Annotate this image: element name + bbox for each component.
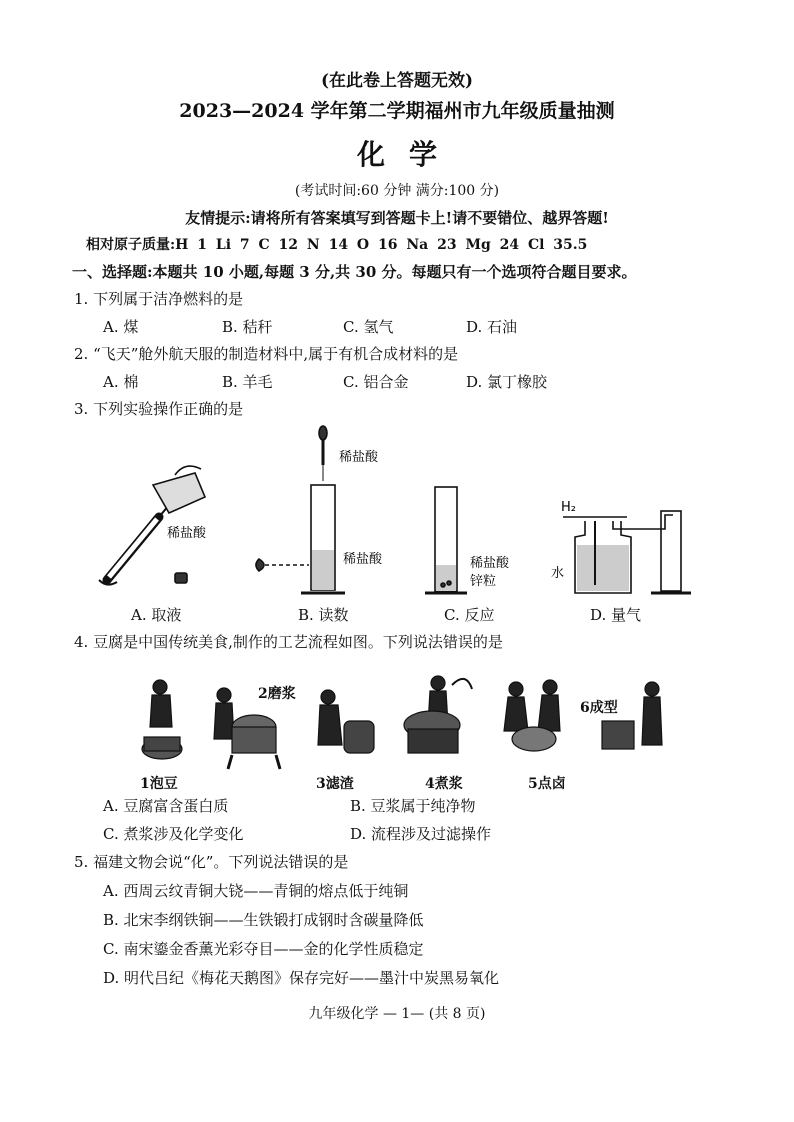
q3-option-a[interactable]: A. 取液 bbox=[131, 606, 182, 624]
q3-option-d[interactable]: D. 量气 bbox=[590, 606, 642, 624]
q3c-liquid-label: 稀盐酸 bbox=[470, 556, 510, 571]
q2-option-b[interactable]: B. 羊毛 bbox=[222, 373, 273, 391]
q3-figure bbox=[95, 425, 715, 605]
q4-step-5: 5点卤 bbox=[528, 776, 566, 792]
subject-title: 化学 bbox=[356, 138, 461, 171]
exam-title: 2023—2024 学年第二学期福州市九年级质量抽测 bbox=[179, 100, 615, 122]
q3-option-b[interactable]: B. 读数 bbox=[298, 606, 349, 624]
q1-option-d[interactable]: D. 石油 bbox=[466, 318, 518, 336]
q4-option-b[interactable]: B. 豆浆属于纯净物 bbox=[350, 797, 476, 815]
q2-option-c[interactable]: C. 铝合金 bbox=[343, 373, 409, 391]
q1-option-c[interactable]: C. 氢气 bbox=[343, 318, 394, 336]
q4-step-6: 6成型 bbox=[580, 700, 618, 716]
q3a-liquid-label: 稀盐酸 bbox=[167, 526, 207, 541]
page-footer: 九年级化学 — 1— (共 8 页) bbox=[308, 1006, 486, 1022]
q4-option-a[interactable]: A. 豆腐富含蛋白质 bbox=[103, 797, 229, 815]
question-1-stem: 1. 下列属于洁净燃料的是 bbox=[74, 290, 244, 308]
q3d-apparatus-figure bbox=[563, 511, 691, 593]
question-2-stem: 2. “飞天”舱外航天服的制造材料中,属于有机合成材料的是 bbox=[74, 345, 459, 363]
q3c-cylinder-figure bbox=[425, 487, 467, 593]
q1-option-b[interactable]: B. 秸秆 bbox=[222, 318, 273, 336]
q2-option-d[interactable]: D. 氯丁橡胶 bbox=[466, 373, 548, 391]
question-5-stem: 5. 福建文物会说“化”。下列说法错误的是 bbox=[74, 853, 349, 871]
section-title: 一、选择题:本题共 10 小题,每题 3 分,共 30 分。每题只有一个选项符合题目要求。 bbox=[72, 263, 637, 281]
q3d-water-label: 水 bbox=[551, 566, 565, 581]
atomic-masses: 相对原子质量:H 1 Li 7 C 12 N 14 O 16 Na 23 Mg 24 Cl 35.5 bbox=[86, 237, 588, 253]
q4-step-2: 2磨浆 bbox=[258, 686, 296, 702]
exam-note: (在此卷上答题无效) bbox=[320, 71, 474, 91]
q4-tofu-process-figure bbox=[132, 665, 692, 785]
q4-option-c[interactable]: C. 煮浆涉及化学变化 bbox=[103, 825, 244, 843]
q4-step-4: 4煮浆 bbox=[425, 776, 463, 792]
q4-step-1: 1泡豆 bbox=[140, 776, 178, 792]
q3d-gas-label: H₂ bbox=[561, 500, 576, 515]
q3b-cylinder-figure bbox=[256, 426, 345, 593]
q5-option-c[interactable]: C. 南宋鎏金香薰光彩夺目——金的化学性质稳定 bbox=[103, 940, 424, 958]
q1-option-a[interactable]: A. 煤 bbox=[103, 318, 139, 336]
q5-option-d[interactable]: D. 明代吕纪《梅花天鹅图》保存完好——墨汁中炭黑易氧化 bbox=[103, 969, 500, 987]
question-3-stem: 3. 下列实验操作正确的是 bbox=[74, 400, 244, 418]
exam-info: (考试时间:60 分钟 满分:100 分) bbox=[294, 183, 500, 199]
q4-step-3: 3滤渣 bbox=[316, 776, 354, 792]
q3c-zinc-label: 锌粒 bbox=[470, 574, 497, 589]
q5-option-a[interactable]: A. 西周云纹青铜大铙——青铜的熔点低于纯铜 bbox=[103, 882, 409, 900]
q3-option-c[interactable]: C. 反应 bbox=[444, 606, 495, 624]
q3b-liquid-label: 稀盐酸 bbox=[343, 552, 383, 567]
q5-option-b[interactable]: B. 北宋李纲铁锏——生铁锻打成钢时含碳量降低 bbox=[103, 911, 424, 929]
friendly-tip: 友情提示:请将所有答案填写到答题卡上!请不要错位、越界答题! bbox=[185, 209, 609, 227]
q2-option-a[interactable]: A. 棉 bbox=[103, 373, 139, 391]
q3b-dropper-label: 稀盐酸 bbox=[339, 450, 379, 465]
question-4-stem: 4. 豆腐是中国传统美食,制作的工艺流程如图。下列说法错误的是 bbox=[74, 633, 503, 651]
q4-option-d[interactable]: D. 流程涉及过滤操作 bbox=[350, 825, 492, 843]
